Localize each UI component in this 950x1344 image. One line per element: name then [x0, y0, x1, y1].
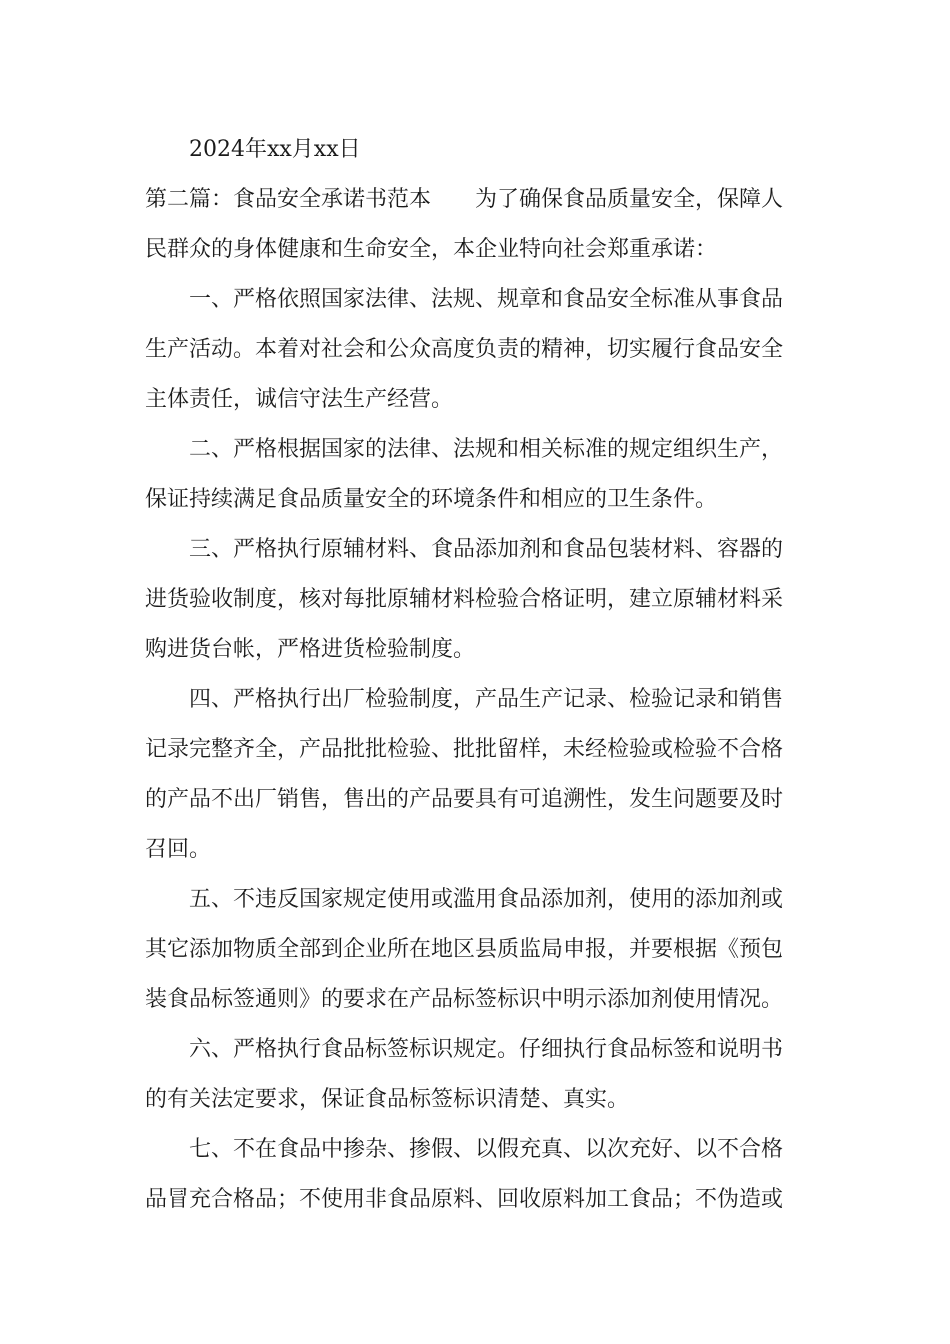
paragraph-line: 六、严格执行食品标签标识规定。仔细执行食品标签和说明书 [189, 1037, 784, 1062]
paragraph-line: 七、不在食品中掺杂、掺假、以假充真、以次充好、以不合格 [189, 1137, 784, 1162]
paragraph-line: 的有关法定要求，保证食品标签标识清楚、真实。 [145, 1087, 630, 1112]
paragraph-line: 装食品标签通则》的要求在产品标签标识中明示添加剂使用情况。 [145, 987, 784, 1012]
paragraph-line: 召回。 [145, 837, 212, 862]
paragraph-2 [145, 425, 807, 525]
paragraph-line: 二、严格根据国家的法律、法规和相关标准的规定组织生产， [189, 437, 784, 462]
document-body [145, 125, 807, 1225]
paragraph-line: 四、严格执行出厂检验制度，产品生产记录、检验记录和销售 [189, 687, 784, 712]
paragraph-line: 一、严格依照国家法律、法规、规章和食品安全标准从事食品 [189, 287, 784, 312]
paragraph-7 [145, 1125, 807, 1225]
paragraph-line: 购进货台帐，严格进货检验制度。 [145, 637, 476, 662]
paragraph-line: 三、严格执行原辅材料、食品添加剂和食品包装材料、容器的 [189, 537, 784, 562]
paragraph-line: 主体责任，诚信守法生产经营。 [145, 387, 454, 412]
section-title: 第二篇：食品安全承诺书范本 [145, 187, 432, 212]
intro-line-2: 民群众的身体健康和生命安全，本企业特向社会郑重承诺： [145, 237, 718, 262]
paragraph-line: 五、不违反国家规定使用或滥用食品添加剂，使用的添加剂或 [189, 887, 784, 912]
paragraph-line: 品冒充合格品；不使用非食品原料、回收原料加工食品；不伪造或 [145, 1187, 784, 1212]
paragraph-3 [145, 525, 807, 675]
paragraph-line: 的产品不出厂销售，售出的产品要具有可追溯性，发生问题要及时 [145, 787, 784, 812]
paragraph-5 [145, 875, 807, 1025]
paragraph-line: 保证持续满足食品质量安全的环境条件和相应的卫生条件。 [145, 487, 718, 512]
paragraph-6 [145, 1025, 807, 1125]
paragraph-line: 其它添加物质全部到企业所在地区县质监局申报，并要根据《预包 [145, 937, 784, 962]
paragraph-1 [145, 275, 807, 425]
paragraph-line: 记录完整齐全，产品批批检验、批批留样，未经检验或检验不合格 [145, 737, 784, 762]
paragraph-line: 生产活动。本着对社会和公众高度负责的精神，切实履行食品安全 [145, 337, 784, 362]
section-heading-line [145, 175, 807, 225]
document-date: 2024年xx月xx日 [189, 137, 361, 162]
paragraph-4 [145, 675, 807, 875]
paragraph-line: 进货验收制度，核对每批原辅材料检验合格证明，建立原辅材料采 [145, 587, 784, 612]
intro-line-1: 为了确保食品质量安全，保障人 [475, 187, 784, 212]
